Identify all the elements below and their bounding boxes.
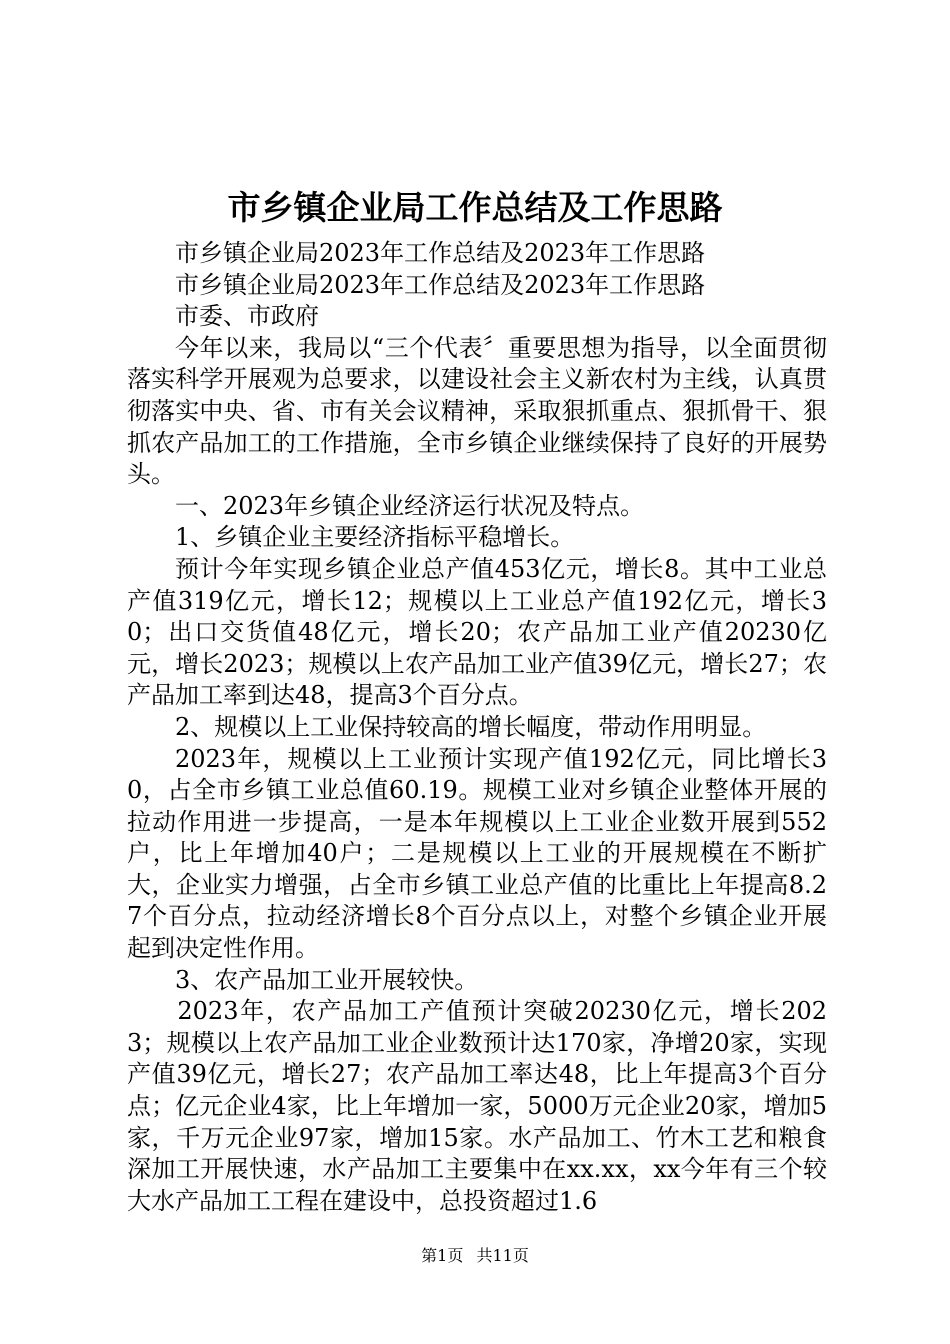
document-title: 市乡镇企业局工作总结及工作思路 [227,188,723,227]
paragraph-agri-processing: 2023年，农产品加工产值预计突破20230亿元，增长2023；规模以上农产品加工业企业数预计达170家，净增20家，实现产值39亿元，增长27；农产品加工率达48，比上年提高3个百分点；亿元企业4家，比上年增加一家，5000万元企业20家，增加5家，千万元企业97家，增加15家。水产品加工、竹木工艺和粮食深加工开展快速，水产品加工主要集中在xx.xx，xx今年有三个较大水产品加工工程在建设中，总投资超过1.6 [127,997,827,1215]
paragraph-scale-industry: 2023年，规模以上工业预计实现产值192亿元，同比增长30，占全市乡镇工业总值60.19。规模工业对乡镇企业整体开展的拉动作用进一步提高，一是本年规模以上工业企业数开展到552户，比上年增加40户；二是规模以上工业的开展规模在不断扩大，企业实力增强，占全市乡镇工业总产值的比重比上年提高8.27个百分点，拉动经济增长8个百分点以上，对整个乡镇企业开展起到决定性作用。 [127,744,827,963]
intro-paragraph: 今年以来，我局以“三个代表〞重要思想为指导，以全面贯彻落实科学开展观为总要求，以建设社会主义新农村为主线，认真贯彻落实中央、省、市有关会议精神，采取狠抓重点、狠抓骨干、狠抓农产品加工的工作措施，全市乡镇企业继续保持了良好的开展势头。 [127,333,827,489]
document-body [127,238,827,1217]
subtitle-line-1: 市乡镇企业局2023年工作总结及2023年工作思路 [175,239,706,267]
page-number: 第1页 [421,1246,464,1265]
subtitle-line-2: 市乡镇企业局2023年工作总结及2023年工作思路 [175,270,706,299]
subheading-2: 2、规模以上工业保持较高的增长幅度，带动作用明显。 [175,712,767,741]
subheading-3: 3、农产品加工业开展较快。 [175,965,479,994]
subheading-1: 1、乡镇企业主要经济指标平稳增长。 [175,523,575,552]
paragraph-indicators: 预计今年实现乡镇企业总产值453亿元，增长8。其中工业总产值319亿元，增长12；规模以上工业总产值192亿元，增长30；出口交货值48亿元，增长20；农产品加工业产值20230亿元，增长2023；规模以上农产品加工业产值39亿元，增长27；农产品加工率到达48，提高3个百分点。 [127,554,827,710]
page-footer [0,1246,950,1266]
page-total: 共11页 [476,1246,529,1265]
addressee: 市委、市政府 [175,302,319,331]
section-heading-1: 一、2023年乡镇企业经济运行状况及特点。 [175,491,645,520]
